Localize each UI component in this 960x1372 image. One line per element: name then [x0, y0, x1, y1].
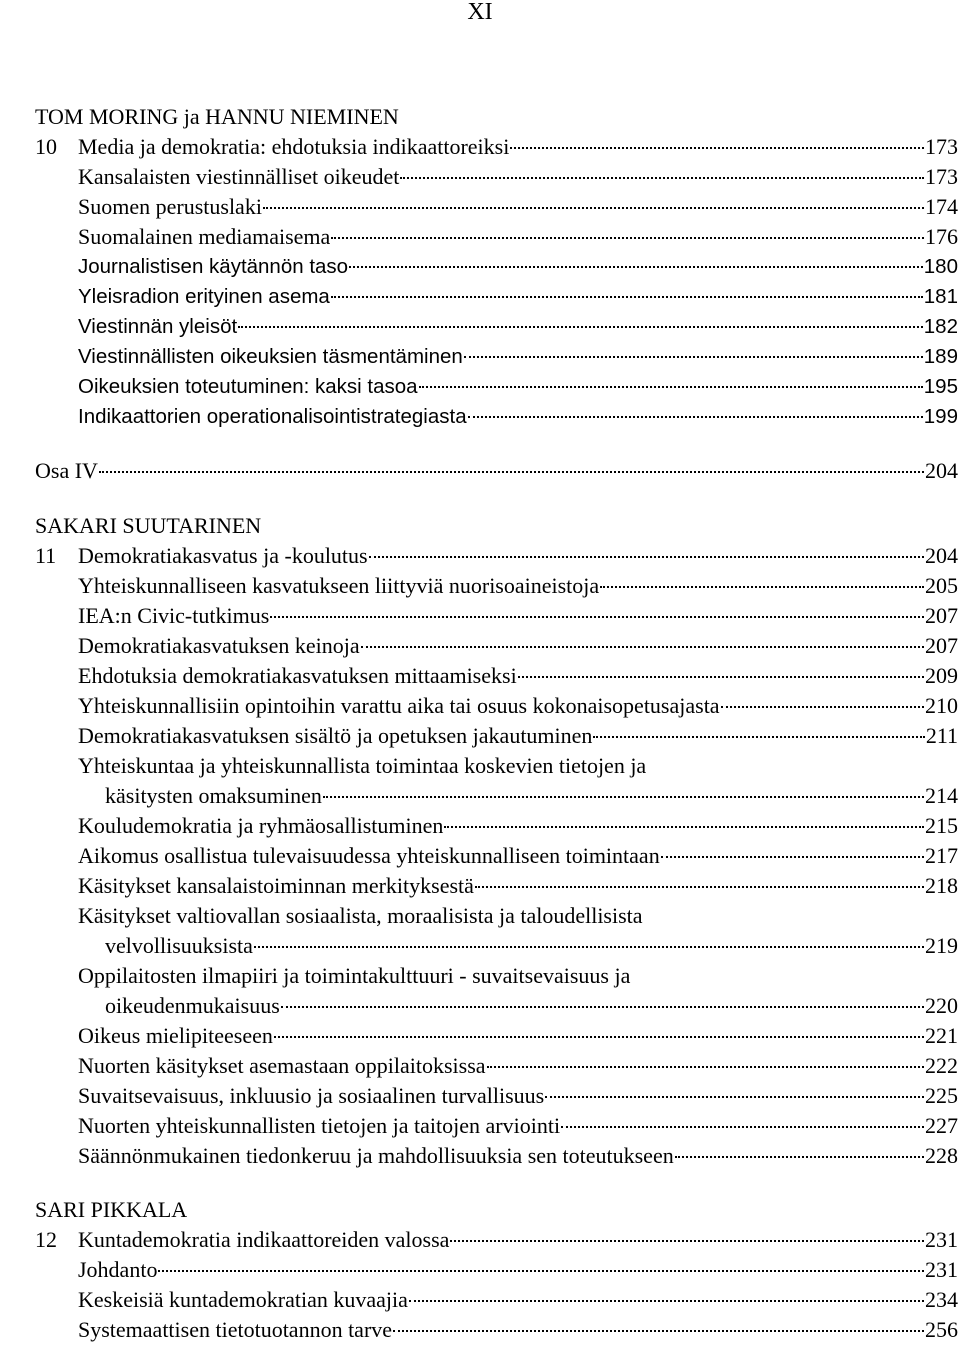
dot-leader — [361, 646, 924, 648]
toc-entry[interactable] — [35, 811, 958, 841]
toc-entry-page: 215 — [925, 813, 958, 838]
dot-leader — [254, 946, 924, 948]
toc-entry[interactable] — [35, 721, 958, 751]
toc-entry-title: Indikaattorien operationalisointistrategiasta — [78, 405, 467, 428]
toc-entry-title: IEA:n Civic-tutkimus — [78, 603, 270, 628]
toc-entry-page: 228 — [925, 1143, 958, 1168]
dot-leader — [487, 1066, 924, 1068]
toc-entry[interactable] — [35, 132, 958, 162]
dot-leader — [274, 1036, 924, 1038]
toc-entry-title: Yhteiskunnalliseen kasvatukseen liittyviä nuorisoaineistoja — [78, 573, 600, 598]
toc-entry[interactable] — [35, 1225, 958, 1255]
toc-entry-title: velvollisuuksista — [105, 933, 253, 958]
dot-leader — [331, 296, 923, 298]
toc-entry-title: Viestinnällisten oikeuksien täsmentäminen — [78, 345, 463, 368]
toc-entry[interactable] — [35, 1285, 958, 1315]
toc-entry-page: 182 — [923, 315, 958, 338]
toc-entry-title: Keskeisiä kuntademokratian kuvaajia — [78, 1287, 408, 1312]
toc-entry-page: 234 — [925, 1287, 958, 1312]
toc-entry-title: oikeudenmukaisuus — [105, 993, 280, 1018]
dot-leader — [270, 616, 924, 618]
toc-entry[interactable] — [35, 991, 958, 1021]
toc-entry-page: 176 — [925, 224, 958, 249]
dot-leader — [518, 676, 924, 678]
dot-leader — [349, 266, 923, 268]
part-heading[interactable] — [35, 456, 958, 486]
toc-entry-page: 227 — [925, 1113, 958, 1138]
toc-entry-title: Media ja demokratia: ehdotuksia indikaattoreiksi — [78, 134, 510, 159]
toc-entry-page: 225 — [925, 1083, 958, 1108]
dot-leader — [238, 326, 923, 328]
chapter-number: 11 — [35, 543, 57, 568]
dot-leader — [409, 1300, 924, 1302]
toc-entry-page: 173 — [925, 164, 958, 189]
toc-entry-title: Demokratiakasvatuksen keinoja — [78, 633, 360, 658]
toc-entry-page: 218 — [925, 873, 958, 898]
toc-entry-title: Käsitykset kansalaistoiminnan merkityksestä — [78, 873, 474, 898]
toc-entry[interactable] — [35, 342, 958, 372]
toc-entry-page: 181 — [923, 285, 958, 308]
dot-leader — [444, 826, 924, 828]
toc-entry-page: 205 — [925, 573, 958, 598]
toc-entry-title: Oikeus mielipiteeseen — [78, 1023, 273, 1048]
toc-entry-page: 217 — [925, 843, 958, 868]
toc-entry-page: 195 — [923, 375, 958, 398]
spacer — [35, 432, 958, 456]
toc-entry-page: 219 — [925, 933, 958, 958]
toc-entry[interactable] — [35, 1141, 958, 1171]
toc-entry-title: Kansalaisten viestinnälliset oikeudet — [78, 164, 400, 189]
toc-entry-page: 180 — [923, 255, 958, 278]
dot-leader — [323, 796, 924, 798]
dot-leader — [464, 356, 923, 358]
dot-leader — [545, 1096, 924, 1098]
dot-leader — [475, 886, 924, 888]
toc-entry[interactable] — [35, 541, 958, 571]
toc-entry[interactable] — [35, 162, 958, 192]
toc-entry-title-line1[interactable]: Yhteiskuntaa ja yhteiskunnallista toimintaa koskevien tietojen ja — [78, 753, 647, 778]
toc-entry-title: Säännönmukainen tiedonkeruu ja mahdollisuuksia sen toteutukseen — [78, 1143, 674, 1168]
toc-entry[interactable] — [35, 282, 958, 312]
toc-entry-title-line1[interactable]: Oppilaitosten ilmapiiri ja toimintakulttuuri - suvaitsevaisuus ja — [78, 963, 631, 988]
toc-entry-title: Kouludemokratia ja ryhmäosallistuminen — [78, 813, 444, 838]
dot-leader — [281, 1006, 924, 1008]
toc-entry[interactable] — [35, 601, 958, 631]
dot-leader — [99, 471, 924, 473]
toc-entry-title: Demokratiakasvatus ja -koulutus — [78, 543, 368, 568]
toc-entry[interactable] — [35, 402, 958, 432]
dot-leader — [561, 1126, 924, 1128]
toc-entry-title: Systemaattisen tietotuotannon tarve — [78, 1317, 393, 1342]
toc-entry[interactable] — [35, 1021, 958, 1051]
toc-entry-page: 174 — [925, 194, 958, 219]
toc-entry[interactable] — [35, 252, 958, 282]
toc-entry[interactable] — [35, 661, 958, 691]
toc-entry-page: 189 — [923, 345, 958, 368]
part-page: 204 — [925, 458, 958, 483]
toc-entry-title: Johdanto — [78, 1257, 158, 1282]
author-heading: TOM MORING ja HANNU NIEMINEN — [35, 104, 399, 129]
toc-entry-page: 211 — [925, 723, 958, 748]
toc-entry-title: Journalistisen käytännön taso — [78, 255, 349, 278]
toc-entry[interactable] — [35, 1315, 958, 1345]
dot-leader — [419, 386, 923, 388]
toc-entry-title: Aikomus osallistua tulevaisuudessa yhteiskunnalliseen toimintaan — [78, 843, 660, 868]
toc-entry-title: Yhteiskunnallisiin opintoihin varattu aika tai osuus kokonaisopetusajasta — [78, 693, 720, 718]
toc-entry-title: Ehdotuksia demokratiakasvatuksen mittaamiseksi — [78, 663, 517, 688]
toc-entry-page: 214 — [925, 783, 958, 808]
dot-leader — [369, 556, 924, 558]
dot-leader — [661, 856, 924, 858]
chapter-number: 12 — [35, 1227, 57, 1252]
toc-entry[interactable] — [35, 571, 958, 601]
toc-entry-title: Yleisradion erityinen asema — [78, 285, 330, 308]
dot-leader — [393, 1330, 924, 1332]
toc-entry[interactable] — [35, 1081, 958, 1111]
toc-entry-page: 207 — [925, 603, 958, 628]
toc-entry-title: Nuorten käsitykset asemastaan oppilaitoksissa — [78, 1053, 486, 1078]
dot-leader — [468, 416, 923, 418]
toc-entry[interactable] — [35, 1255, 958, 1285]
toc-entry-page: 221 — [925, 1023, 958, 1048]
spacer — [35, 1171, 958, 1195]
toc-entry-page: 256 — [925, 1317, 958, 1342]
toc-entry-page: 199 — [923, 405, 958, 428]
toc-entry-page: 207 — [925, 633, 958, 658]
author-heading: SARI PIKKALA — [35, 1197, 188, 1222]
toc-entry-title: Kuntademokratia indikaattoreiden valossa — [78, 1227, 450, 1252]
toc-entry[interactable] — [35, 372, 958, 402]
toc-entry-title: Nuorten yhteiskunnallisten tietojen ja taitojen arviointi — [78, 1113, 561, 1138]
dot-leader — [400, 177, 924, 179]
toc-entry[interactable] — [35, 192, 958, 222]
dot-leader — [331, 237, 924, 239]
toc-entry-title: käsitysten omaksuminen — [105, 783, 322, 808]
dot-leader — [263, 207, 924, 209]
toc-entry[interactable] — [35, 1051, 958, 1081]
toc-entry[interactable] — [35, 931, 958, 961]
dot-leader — [593, 736, 924, 738]
dot-leader — [600, 586, 924, 588]
dot-leader — [675, 1156, 924, 1158]
toc-entry-page: 231 — [925, 1257, 958, 1282]
toc-entry-title: Suvaitsevaisuus, inkluusio ja sosiaalinen turvallisuus — [78, 1083, 545, 1108]
toc-entry-page: 209 — [925, 663, 958, 688]
dot-leader — [510, 147, 924, 149]
toc-entry[interactable] — [35, 1111, 958, 1141]
toc-entry-page: 210 — [925, 693, 958, 718]
dot-leader — [158, 1270, 924, 1272]
toc-entry-title: Oikeuksien toteutuminen: kaksi tasoa — [78, 375, 418, 398]
dot-leader — [721, 706, 924, 708]
toc-entry-page: 204 — [925, 543, 958, 568]
table-of-contents — [35, 102, 958, 1345]
dot-leader — [450, 1240, 924, 1242]
toc-entry-title: Suomen perustuslaki — [78, 194, 262, 219]
toc-entry-page: 222 — [925, 1053, 958, 1078]
author-heading: SAKARI SUUTARINEN — [35, 513, 262, 538]
toc-entry[interactable] — [35, 781, 958, 811]
toc-entry-title: Demokratiakasvatuksen sisältö ja opetuksen jakautuminen — [78, 723, 593, 748]
toc-entry[interactable] — [35, 222, 958, 252]
toc-entry-title: Suomalainen mediamaisema — [78, 224, 331, 249]
part-title: Osa IV — [35, 458, 98, 483]
toc-entry-page: 220 — [925, 993, 958, 1018]
spacer — [35, 486, 958, 511]
toc-entry-page: 231 — [925, 1227, 958, 1252]
toc-entry[interactable] — [35, 631, 958, 661]
toc-entry[interactable] — [35, 691, 958, 721]
toc-entry[interactable] — [35, 312, 958, 342]
toc-entry-page: 173 — [925, 134, 958, 159]
page-number: XI — [467, 0, 493, 25]
toc-entry[interactable] — [35, 871, 958, 901]
toc-entry-title: Viestinnän yleisöt — [78, 315, 238, 338]
toc-entry[interactable] — [35, 841, 958, 871]
chapter-number: 10 — [35, 134, 57, 159]
toc-entry-title-line1[interactable]: Käsitykset valtiovallan sosiaalista, moraalisista ja taloudellisista — [78, 903, 643, 928]
